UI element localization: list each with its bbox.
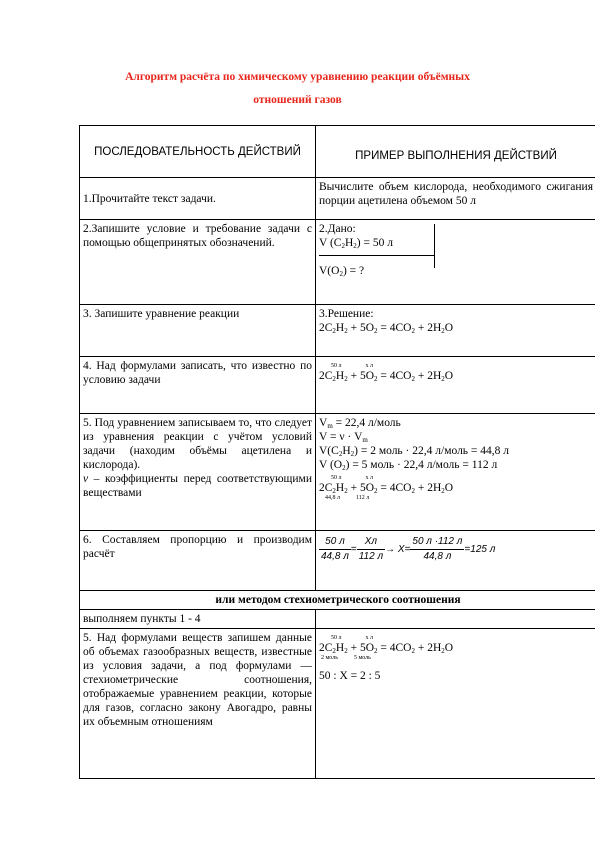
step-1-4-text: выполняем пункты 1 - 4	[80, 610, 316, 629]
above-formula-values: 50 л х л	[331, 363, 373, 369]
step-6-text: 6. Составляем пропорцию и производим расчёт	[80, 531, 316, 591]
fraction-1: $\frac{50 л}{44,8 л}$	[321, 536, 349, 562]
solution-cell	[316, 305, 595, 357]
step-4-text: 4. Над формулами записать, что известно по условию задачи	[80, 357, 316, 414]
header-steps: ПОСЛЕДОВАТЕЛЬНОСТЬ ДЕЙСТВИЙ	[80, 126, 316, 178]
table-header-row	[80, 126, 595, 178]
volume-formula: $V = \nu \cdot V_m$	[319, 431, 368, 444]
annotated-equation-cell	[316, 357, 595, 414]
proportion-cell: $\frac{50 л}{44,8 л}$ = $\frac{Хл}{112 л}$ → X= $\frac{50 л \cdot 112 л}{44,8 л}$ =125 л	[316, 531, 595, 591]
above-formula-values: 50 л х л	[331, 475, 373, 481]
volume-oxygen: V $(O_2) = 5$ моль · 22,4 л/моль = 112 л	[319, 459, 498, 472]
below-formula-values: 2 моль 5 моль	[321, 655, 371, 661]
find-volume-oxygen: $V(O_2)$ = ?	[319, 265, 365, 278]
molar-volume: $V_m = 22,4$ л/моль	[319, 417, 401, 430]
arrow-x: → X=	[385, 544, 411, 556]
reaction-equation: $2C_2H_2 + 5O_2 = 4CO_2 + 2H_2O$	[319, 642, 454, 655]
page-title-line2: отношений газов	[253, 94, 342, 106]
method-separator: или методом стехиометрического соотношения	[80, 591, 595, 610]
above-formula-values: 50 л х л	[331, 635, 373, 641]
step-5-text: 5. Под уравнением записываем то, что следует из уравнения реакции с учётом условий задачи (находим объёмы ацетилена и кислорода). ν – коэффициенты перед соответствующими веществами	[80, 414, 316, 531]
volume-acetylene: $V(C_2H_2) = 2$ моль · 22,4 л/моль = 44,8 л	[319, 445, 510, 458]
table-row	[80, 591, 595, 610]
table-row	[80, 531, 595, 591]
step-3-text: 3. Запишите уравнение реакции	[80, 305, 316, 357]
fraction-3: $\frac{50 л \cdot 112 л}{44,8 л}$	[412, 536, 463, 562]
algorithm-table	[79, 125, 595, 779]
reaction-equation: $2C_2H_2 + 5O_2 = 4CO_2 + 2H_2O$	[319, 482, 454, 495]
given-label: 2.Дано:	[319, 223, 356, 235]
step-2-text: 2.Запишите условие и требование задачи с помощью общепринятых обозначений.	[80, 220, 316, 305]
solution-label: 3.Решение:	[319, 308, 374, 320]
below-formula-values: 44,8 л 112 л	[325, 495, 370, 501]
page-title: Алгоритм расчёта по химическому уравнению реакции объёмных	[125, 71, 470, 83]
table-row	[80, 220, 595, 305]
result-value: =125 л	[464, 544, 496, 556]
table-row	[80, 357, 595, 414]
task-text: Вычислите объем кислорода, необходимого сжигания порции ацетилена объемом 50 л	[316, 178, 595, 220]
table-row	[80, 178, 595, 220]
reaction-equation: $2C_2H_2 + 5O_2 = 4CO_2 + 2H_2O$	[319, 322, 454, 335]
given-divider-vertical	[434, 224, 435, 268]
stoich-ratio: 50 : Х = 2 : 5	[319, 670, 381, 682]
fraction-2: $\frac{Хл}{112 л}$	[358, 536, 384, 562]
given-divider-horizontal	[319, 255, 434, 256]
table-row	[80, 305, 595, 357]
given-cell	[316, 220, 595, 305]
nu-symbol: ν	[83, 473, 89, 485]
table-row	[80, 414, 595, 531]
step-1-text: 1.Прочитайте текст задачи.	[80, 178, 316, 220]
header-example: ПРИМЕР ВЫПОЛНЕНИЯ ДЕЙСТВИЙ	[316, 126, 595, 178]
given-volume-acetylene: V $(C_2H_2) = 50$ л	[319, 237, 393, 250]
table-row	[80, 629, 595, 779]
calculation-cell	[316, 414, 595, 531]
step-5-stoich-text: 5. Над формулами веществ запишем данные об объемах газообразных веществ, известные из условия задачи, а под формулами — стехиометрические соотношения, отображаемые уравнением реакции, которые для газов, согласно закону Авогадро, равны их объемным отношениям	[80, 629, 316, 779]
table-row	[80, 610, 595, 629]
reaction-equation: $2C_2H_2 + 5O_2 = 4CO_2 + 2H_2O$	[319, 370, 454, 383]
stoich-cell	[316, 629, 595, 779]
empty-cell	[316, 610, 595, 629]
